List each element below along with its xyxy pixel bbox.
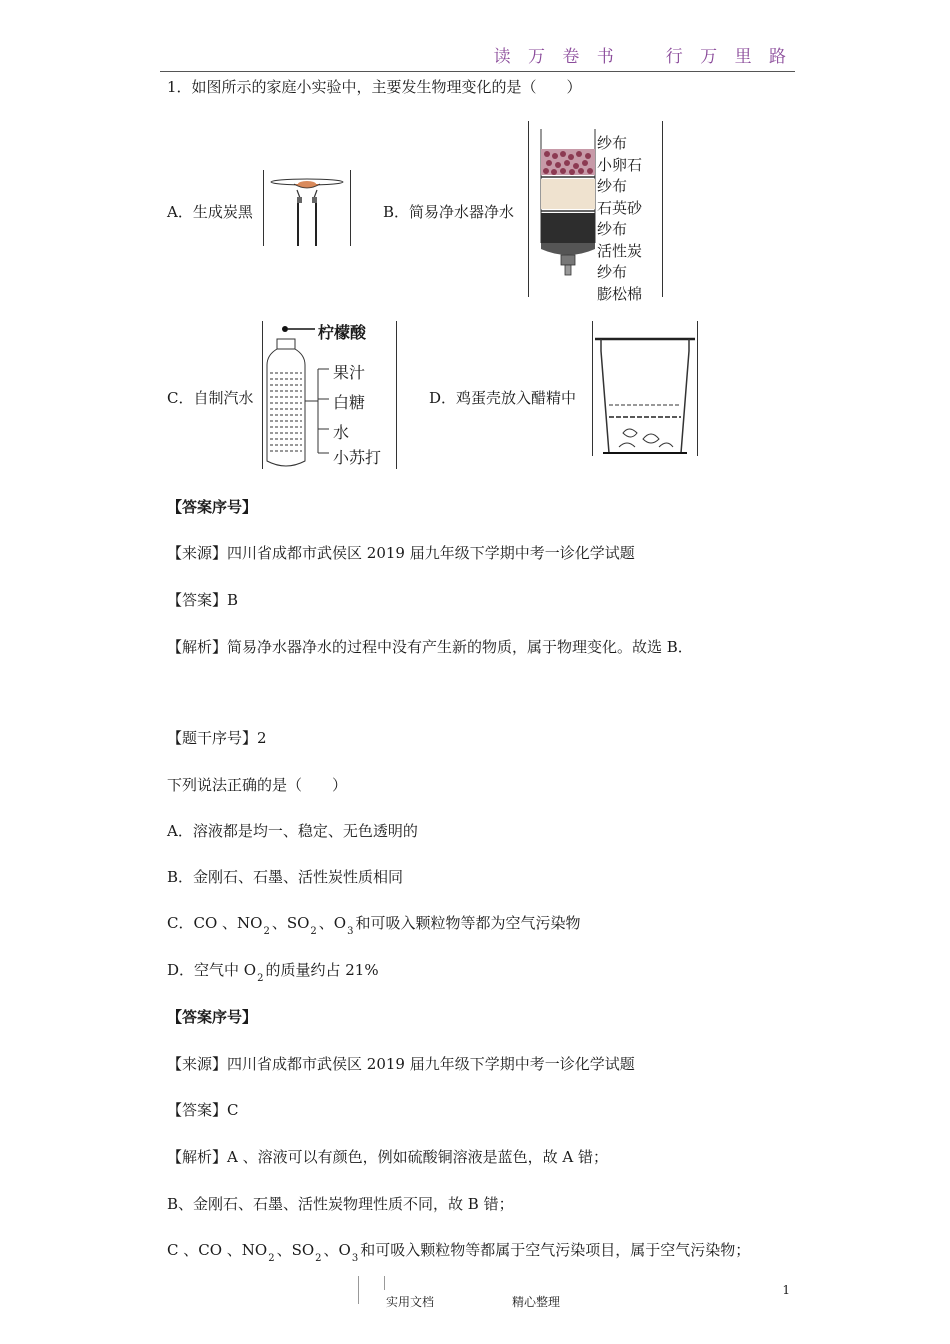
- text-run: 、O: [323, 1241, 351, 1259]
- filter-label: 纱布: [597, 177, 628, 195]
- q1-option-d: D．鸡蛋壳放入醋精中: [429, 389, 577, 407]
- q1-answer: 【答案】B: [167, 591, 239, 609]
- q2-option-c: [167, 912, 581, 937]
- filter-label: 石英砂: [597, 198, 643, 217]
- q2-option-a: A．溶液都是均一、稳定、无色透明的: [167, 822, 418, 840]
- subscript: 2: [268, 1253, 275, 1264]
- q2-answer: 【答案】C: [167, 1101, 239, 1119]
- soot-experiment-figure: [263, 170, 351, 246]
- filter-layer-labels: [597, 133, 642, 305]
- q1-option-b: B．简易净水器净水: [383, 203, 515, 221]
- filter-label: 纱布: [597, 220, 628, 238]
- subscript: 2: [257, 973, 264, 984]
- soda-bottle-figure: [262, 321, 397, 469]
- filter-label: 纱布: [597, 134, 628, 152]
- beaker-illustration: [593, 321, 697, 456]
- text-run: C．CO 、NO: [167, 914, 263, 932]
- text-run: 和可吸入颗粒物等都属于空气污染项目，属于空气污染物；: [360, 1241, 751, 1259]
- text-run: 、O: [318, 914, 347, 932]
- eggshell-vinegar-figure: [592, 321, 698, 456]
- text-run: C 、CO 、NO: [167, 1241, 268, 1259]
- q2-source: 【来源】四川省成都市武侯区 2019 届九年级下学期中考一诊化学试题: [167, 1055, 635, 1073]
- page-number: 1: [782, 1283, 790, 1297]
- water-filter-illustration: [529, 121, 599, 297]
- q2-answer-number: 【答案序号】: [167, 1008, 258, 1026]
- subscript: 2: [310, 926, 317, 937]
- soda-label-water: 水: [333, 423, 350, 442]
- header-rule: [160, 71, 795, 72]
- q1-stem: 1．如图所示的家庭小实验中，主要发生物理变化的是（ ）: [167, 78, 582, 96]
- filter-label: 活性炭: [597, 241, 643, 260]
- q2-analysis-a: 【解析】A 、溶液可以有颜色，例如硫酸铜溶液是蓝色，故 A 错；: [167, 1148, 608, 1166]
- footer-right-text: 精心整理: [512, 1295, 561, 1309]
- soda-label-baking-soda: 小苏打: [333, 448, 382, 467]
- subscript: 2: [263, 926, 270, 937]
- q2-option-d: [167, 959, 379, 984]
- soda-bottle-illustration: [263, 321, 333, 469]
- water-filter-figure: [528, 121, 663, 303]
- filter-label: 纱布: [597, 263, 628, 281]
- q1-answer-number: 【答案序号】: [167, 498, 258, 516]
- subscript: 3: [351, 1253, 359, 1264]
- subscript: 3: [347, 926, 354, 937]
- soda-label-sugar: 白糖: [333, 393, 366, 412]
- filter-label: 膨松棉: [597, 284, 643, 303]
- text-run: 、SO: [276, 1241, 315, 1259]
- q2-stem-number: 【题干序号】2: [167, 729, 267, 747]
- candle-plate-illustration: [264, 170, 350, 246]
- q1-source: 【来源】四川省成都市武侯区 2019 届九年级下学期中考一诊化学试题: [167, 544, 635, 562]
- footer-left-text: 实用文档: [386, 1295, 435, 1309]
- soda-label-juice: 果汁: [333, 363, 366, 382]
- text-run: 、SO: [271, 914, 310, 932]
- q2-analysis-c: [167, 1239, 751, 1264]
- q1-option-a: A．生成炭黑: [167, 203, 253, 221]
- text-run: 的质量约占 21%: [265, 961, 379, 979]
- q2-stem: 下列说法正确的是（ ）: [167, 776, 348, 794]
- footer-divider: [358, 1276, 359, 1304]
- header-motto: 读 万 卷 书 行 万 里 路: [493, 47, 792, 67]
- subscript: 2: [315, 1253, 322, 1264]
- filter-label: 小卵石: [597, 155, 643, 174]
- q2-option-b: B．金刚石、石墨、活性炭性质相同: [167, 868, 404, 886]
- q1-analysis: 【解析】简易净水器净水的过程中没有产生新的物质，属于物理变化。故选 B．: [167, 638, 693, 656]
- footer-divider: [384, 1276, 385, 1290]
- text-run: D．空气中 O: [167, 961, 257, 979]
- soda-label-citric-acid: 柠檬酸: [318, 323, 367, 342]
- q2-analysis-b: B、金刚石、石墨、活性炭物理性质不同，故 B 错；: [167, 1195, 514, 1213]
- text-run: 和可吸入颗粒物等都为空气污染物: [355, 914, 581, 932]
- q1-option-c: C．自制汽水: [167, 389, 254, 407]
